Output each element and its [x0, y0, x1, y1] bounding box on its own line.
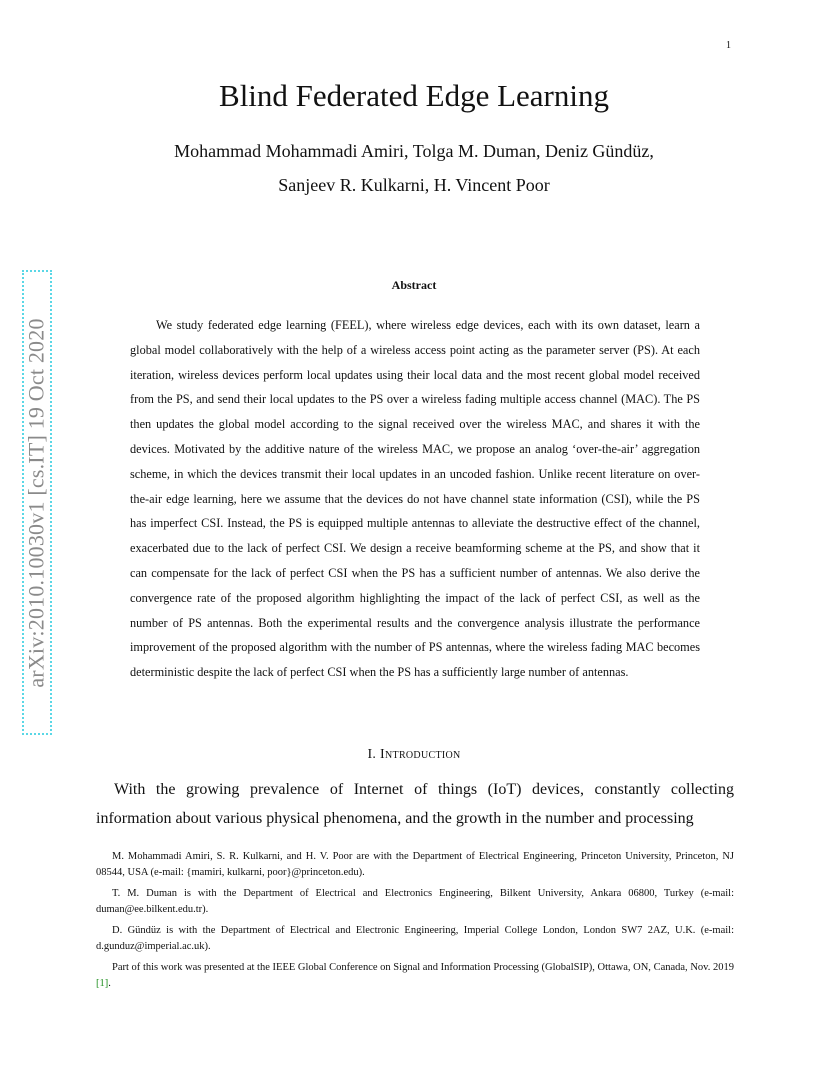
author-line-1: Mohammad Mohammadi Amiri, Tolga M. Duman, Deniz Gündüz,	[174, 141, 654, 161]
section-heading	[0, 747, 828, 763]
abstract-body: We study federated edge learning (FEEL), where wireless edge devices, each with its own dataset, learn a global model collaboratively with the help of a wireless access point acting as the parameter server (PS). At each iteration, wireless devices perform local updates using their local data and the most recent global model received from the PS, and send their local updates to the PS over a wireless fading multiple access channel (MAC). The PS then updates the global model according to the signal received over the wireless MAC, and shares it with the devices. Motivated by the additive nature of the wireless MAC, we propose an analog ‘over-the-air’ aggregation scheme, in which the devices transmit their local updates in an uncoded fashion. Unlike recent literature on over-the-air edge learning, here we assume that the devices do not have channel state information (CSI), while the PS has imperfect CSI. Instead, the PS is equipped multiple antennas to alleviate the destructive effect of the channel, exacerbated due to the lack of perfect CSI. We design a receive beamforming scheme at the PS, and show that it can compensate for the lack of perfect CSI when the PS has a sufficient number of antennas. We also derive the convergence rate of the proposed algorithm highlighting the impact of the lack of perfect CSI, as well as the number of PS antennas. Both the experimental results and the convergence analysis illustrate the performance improvement of the proposed algorithm with the number of PS antennas, where the wireless fading MAC becomes deterministic despite the lack of perfect CSI when the PS has a sufficiently large number of antennas.	[130, 318, 700, 680]
citation-link[interactable]: [1]	[96, 978, 109, 989]
footnote-affiliation-princeton: M. Mohammadi Amiri, S. R. Kulkarni, and H. V. Poor are with the Department of Electrical Engineering, Princeton University, Princeton, NJ 08544, USA (e-mail: {mamiri, kulkarni, poor}@princeton.edu).	[96, 851, 734, 878]
author-line-2: Sanjeev R. Kulkarni, H. Vincent Poor	[278, 175, 550, 195]
footnote-affiliation-imperial: D. Gündüz is with the Department of Electrical and Electronic Engineering, Imperial College London, London SW7 2AZ, U.K. (e-mail: d.gunduz@imperial.ac.uk).	[96, 925, 734, 952]
arxiv-side-stamp[interactable]	[22, 270, 52, 735]
paper-title: Blind Federated Edge Learning	[219, 78, 609, 113]
abstract-heading: Abstract	[391, 278, 437, 292]
section-number: I.	[367, 747, 377, 762]
footnote-conference-text: Part of this work was presented at the IEEE Global Conference on Signal and Information Processing (GlobalSIP), Ottawa, ON, Canada, Nov. 2019	[112, 962, 734, 973]
footnotes	[96, 849, 734, 997]
section-title: Introduction	[380, 747, 461, 762]
footnote-conference	[96, 960, 734, 992]
arxiv-identifier: arXiv:2010.10030v1 [cs.IT] 19 Oct 2020	[24, 317, 49, 688]
page-number: 1	[726, 40, 731, 51]
footnote-affiliation-bilkent: T. M. Duman is with the Department of Electrical and Electronics Engineering, Bilkent University, Ankara 06800, Turkey (e-mail: duman@ee.bilkent.edu.tr).	[96, 888, 734, 915]
introduction-paragraph: With the growing prevalence of Internet of things (IoT) devices, constantly collecting information about various physical phenomena, and the growth in the number and processing	[96, 781, 734, 827]
footnote-conference-end: .	[108, 978, 111, 989]
